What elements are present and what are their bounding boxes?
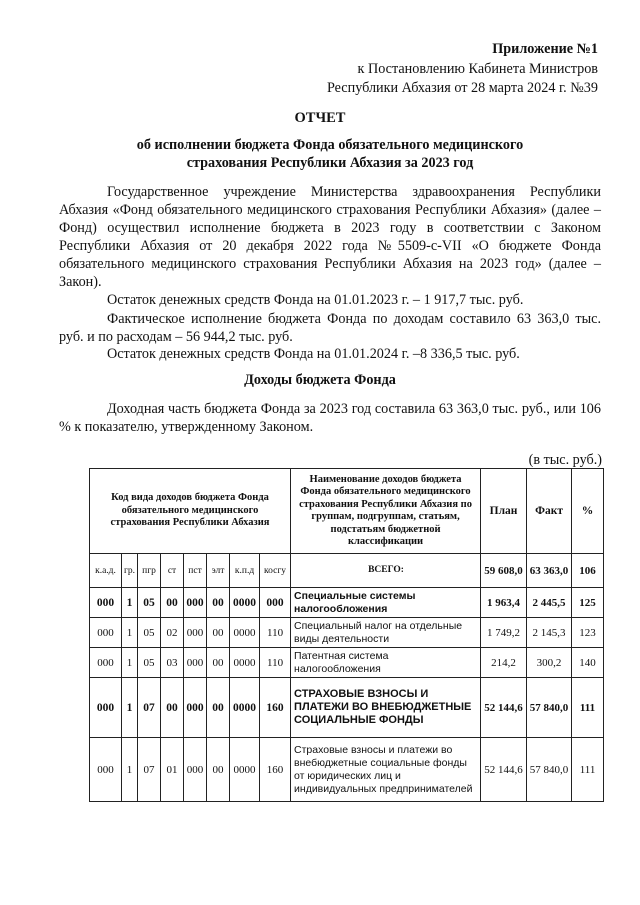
row-pct: 140 xyxy=(572,648,604,678)
code-cell-kosgu: 160 xyxy=(260,738,291,802)
balance-end-paragraph: Остаток денежных средств Фонда на 01.01.2024 г. –8 336,5 тыс. руб. xyxy=(107,346,520,362)
row-name: СТРАХОВЫЕ ВЗНОСЫ И ПЛАТЕЖИ ВО ВНЕБЮДЖЕТНЫЕ СОЦИАЛЬНЫЕ ФОНДЫ xyxy=(291,678,481,738)
code-cell-kpd: 0000 xyxy=(230,618,260,648)
row-fact: 2 145,3 xyxy=(527,618,572,648)
total-fact: 63 363,0 xyxy=(527,554,572,588)
code-cell-pgr: 05 xyxy=(138,648,161,678)
income-summary-paragraph: Доходная часть бюджета Фонда за 2023 год составила 63 363,0 тыс. руб., или 106 % к показателю, утвержденному Законом. xyxy=(59,401,601,435)
code-cell-pst: 000 xyxy=(184,678,207,738)
code-cell-gr: 1 xyxy=(122,618,138,648)
income-section-heading: Доходы бюджета Фонда xyxy=(244,372,396,388)
code-cell-st: 02 xyxy=(161,618,184,648)
header-plan: План xyxy=(481,469,527,554)
code-cell-kpd: 0000 xyxy=(230,588,260,618)
code-col-elt: элт xyxy=(207,554,230,588)
balance-start-paragraph: Остаток денежных средств Фонда на 01.01.2023 г. – 1 917,7 тыс. руб. xyxy=(107,292,524,308)
table-row xyxy=(90,648,604,678)
code-cell-kad: 000 xyxy=(90,678,122,738)
code-cell-gr: 1 xyxy=(122,678,138,738)
code-cell-pst: 000 xyxy=(184,738,207,802)
row-pct: 111 xyxy=(572,738,604,802)
code-col-st: ст xyxy=(161,554,184,588)
document-subtitle: об исполнении бюджета Фонда обязательного медицинского страхования Республики Абхазия за 2023 год xyxy=(136,137,524,171)
code-cell-gr: 1 xyxy=(122,738,138,802)
header-fact: Факт xyxy=(527,469,572,554)
code-cell-kad: 000 xyxy=(90,738,122,802)
row-fact: 2 445,5 xyxy=(527,588,572,618)
row-plan: 1 749,2 xyxy=(481,618,527,648)
total-plan: 59 608,0 xyxy=(481,554,527,588)
code-cell-kpd: 0000 xyxy=(230,738,260,802)
code-cell-pgr: 05 xyxy=(138,588,161,618)
table-row xyxy=(90,588,604,618)
code-cell-st: 00 xyxy=(161,588,184,618)
code-cell-elt: 00 xyxy=(207,648,230,678)
table-row xyxy=(90,738,604,802)
row-plan: 52 144,6 xyxy=(481,738,527,802)
code-col-gr: гр. xyxy=(122,554,138,588)
code-cell-pst: 000 xyxy=(184,648,207,678)
appendix-line-3: Республики Абхазия от 28 марта 2024 г. №39 xyxy=(326,80,598,96)
header-name: Наименование доходов бюджета Фонда обязательного медицинского страхования Республики Абхазия по группам, подгруппам, статьям, подстатьям бюджетной классификации xyxy=(291,469,481,554)
row-name: Специальные системы налогообложения xyxy=(291,588,481,618)
code-cell-pgr: 05 xyxy=(138,618,161,648)
appendix-line-2: к Постановлению Кабинета Министров xyxy=(357,60,598,77)
code-col-kosgu: косгу xyxy=(260,554,291,588)
table-row xyxy=(90,678,604,738)
code-col-pgr: пгр xyxy=(138,554,161,588)
code-cell-st: 03 xyxy=(161,648,184,678)
total-label: ВСЕГО: xyxy=(291,554,481,588)
document-title: ОТЧЕТ xyxy=(294,110,346,126)
appendix-label: Приложение №1 xyxy=(492,41,598,57)
code-cell-kad: 000 xyxy=(90,618,122,648)
code-cell-gr: 1 xyxy=(122,588,138,618)
code-cell-st: 01 xyxy=(161,738,184,802)
table-body xyxy=(90,588,604,802)
code-cell-kosgu: 160 xyxy=(260,678,291,738)
code-col-kad: к.а.д. xyxy=(90,554,122,588)
total-pct: 106 xyxy=(572,554,604,588)
appendix-header xyxy=(198,40,598,99)
actual-execution-paragraph: Фактическое исполнение бюджета Фонда по доходам составило 63 363,0 тыс. руб. и по расходам – 56 944,2 тыс. руб. xyxy=(59,311,601,345)
code-cell-elt: 00 xyxy=(207,738,230,802)
header-code-group: Код вида доходов бюджета Фонда обязательного медицинского страхования Республики Абхазия xyxy=(90,469,291,554)
table-row xyxy=(90,618,604,648)
code-cell-pgr: 07 xyxy=(138,678,161,738)
code-col-kpd: к.п.д xyxy=(230,554,260,588)
code-cell-elt: 00 xyxy=(207,618,230,648)
code-cell-kad: 000 xyxy=(90,588,122,618)
row-plan: 214,2 xyxy=(481,648,527,678)
row-fact: 57 840,0 xyxy=(527,678,572,738)
row-name: Страховые взносы и платежи во внебюджетные социальные фонды от юридических лиц и индивидуальных предпринимателей xyxy=(291,738,481,802)
row-fact: 300,2 xyxy=(527,648,572,678)
code-cell-elt: 00 xyxy=(207,678,230,738)
row-pct: 123 xyxy=(572,618,604,648)
code-cell-kosgu: 110 xyxy=(260,648,291,678)
table-total-row xyxy=(90,554,604,588)
code-cell-gr: 1 xyxy=(122,648,138,678)
row-plan: 52 144,6 xyxy=(481,678,527,738)
intro-paragraph: Государственное учреждение Министерства здравоохранения Республики Абхазия «Фонд обязательного медицинского страхования Республики Абхазия» (далее – Фонд) осуществил исполнение бюджета в 2023 году в соответствии с Законом Республики Абхазия от 20 декабря 2022 года №5509-с-VII «О бюджете Фонда обязательного медицинского страхования Республики Абхазия на 2023 год» (далее – Закон). xyxy=(59,184,601,290)
table-header-row xyxy=(90,469,604,554)
code-cell-st: 00 xyxy=(161,678,184,738)
code-cell-kpd: 0000 xyxy=(230,678,260,738)
code-cell-kad: 000 xyxy=(90,648,122,678)
code-cell-pst: 000 xyxy=(184,588,207,618)
income-table xyxy=(89,468,604,802)
row-pct: 111 xyxy=(572,678,604,738)
row-fact: 57 840,0 xyxy=(527,738,572,802)
code-cell-pgr: 07 xyxy=(138,738,161,802)
code-cell-kosgu: 000 xyxy=(260,588,291,618)
row-name: Патентная система налогообложения xyxy=(291,648,481,678)
code-col-pst: пст xyxy=(184,554,207,588)
code-cell-elt: 00 xyxy=(207,588,230,618)
row-name: Специальный налог на отдельные виды деятельности xyxy=(291,618,481,648)
code-cell-kpd: 0000 xyxy=(230,648,260,678)
row-plan: 1 963,4 xyxy=(481,588,527,618)
code-cell-kosgu: 110 xyxy=(260,618,291,648)
code-cell-pst: 000 xyxy=(184,618,207,648)
units-label: (в тыс. руб.) xyxy=(528,452,602,468)
row-pct: 125 xyxy=(572,588,604,618)
header-pct: % xyxy=(572,469,604,554)
